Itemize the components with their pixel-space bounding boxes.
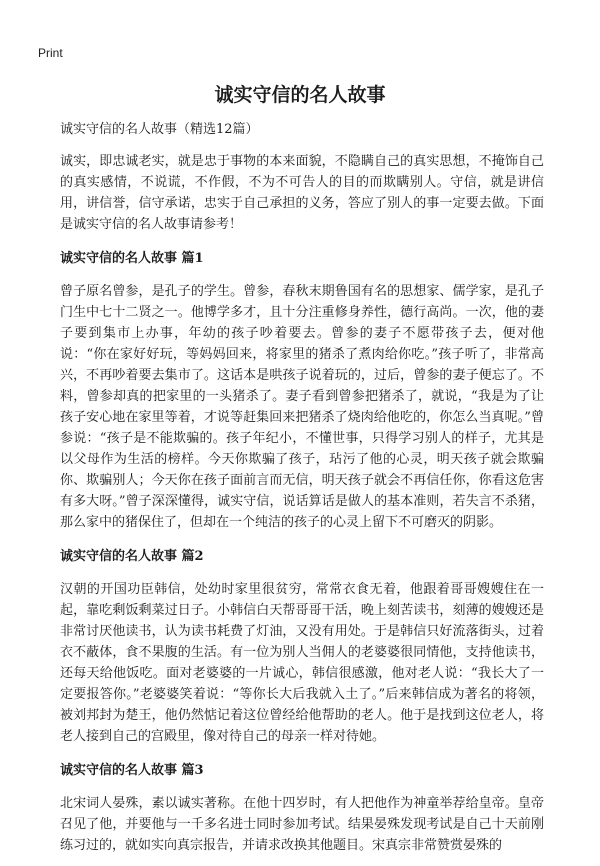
section-heading-1: 诚实守信的名人故事 篇1 [60, 251, 204, 266]
article-subtitle: 诚实守信的名人故事（精选12篇） [60, 122, 259, 137]
page-title: 诚实守信的名人故事 [214, 84, 386, 106]
section-body-1: 曾子原名曾参，是孔子的学生。曾参，春秋末期鲁国有名的思想家、儒学家，是孔子门生中七十二贤之一。他博学多才，且十分注重修身养性，德行高尚。一次，他的妻子要到集市上办事，年幼的孩子吵着要去。曾参的妻子不愿带孩子去，便对他说：“你在家好好玩，等妈妈回来，将家里的猪杀了煮肉给你吃。”孩子听了，非常高兴，不再吵着要去集市了。这话本是哄孩子说着玩的，过后，曾参的妻子便忘了。不料，曾参却真的把家里的一头猪杀了。妻子看到曾参把猪杀了，就说，“我是为了让孩子安心地在家里等着，才说等赶集回来把猪杀了烧肉给他吃的，你怎么当真呢。”曾参说：“孩子是不能欺骗的。孩子年纪小，不懂世事，只得学习别人的样子，尤其是以父母作为生活的榜样。今天你欺骗了孩子，玷污了他的心灵，明天孩子就会欺骗你、欺骗别人；今天你在孩子面前言而无信，明天孩子就会不再信任你，你看这危害有多大呀。”曾子深深懂得，诚实守信，说话算话是做人的基本准则，若失言不杀猪，那么家中的猪保住了，但却在一个纯洁的孩子的心灵上留下不可磨灭的阴影。 [60, 284, 544, 530]
print-link[interactable]: Print [38, 46, 63, 60]
section-heading-2: 诚实守信的名人故事 篇2 [60, 549, 204, 564]
section-body-2: 汉朝的开国功臣韩信，处幼时家里很贫穷，常常衣食无着，他跟着哥哥嫂嫂住在一起，靠吃剩饭剩菜过日子。小韩信白天帮哥哥干活，晚上刻苦读书，刻薄的嫂嫂还是非常讨厌他读书，认为读书耗费了灯油，又没有用处。于是韩信只好流落街头，过着衣不蔽体，食不果腹的生活。有一位为别人当佣人的老婆婆很同情他，支持他读书，还每天给他饭吃。面对老婆婆的一片诚心，韩信很感激，他对老人说：“我长大了一定要报答你。”老婆婆笑着说：“等你长大后我就入土了。”后来韩信成为著名的将领，被刘邦封为楚王，他仍然惦记着这位曾经给他帮助的老人。他于是找到这位老人，将老人接到自己的宫殿里，像对待自己的母亲一样对待她。 [60, 582, 544, 744]
section-heading-3: 诚实守信的名人故事 篇3 [60, 763, 204, 778]
section-body-3: 北宋词人晏殊，素以诚实著称。在他十四岁时，有人把他作为神童举荐给皇帝。皇帝召见了他，并要他与一千多名进士同时参加考试。结果晏殊发现考试是自己十天前刚练习过的，就如实向真宗报告，并请求改换其他题目。宋真宗非常赞赏晏殊的 [60, 796, 544, 853]
intro-paragraph: 诚实，即忠诚老实，就是忠于事物的本来面貌，不隐瞒自己的真实思想，不掩饰自己的真实感情，不说谎，不作假，不为不可告人的目的而欺瞒别人。守信，就是讲信用，讲信誉，信守承诺，忠实于自己承担的义务，答应了别人的事一定要去做。下面是诚实守信的名人故事请参考！ [60, 154, 544, 232]
article-body [60, 120, 544, 866]
